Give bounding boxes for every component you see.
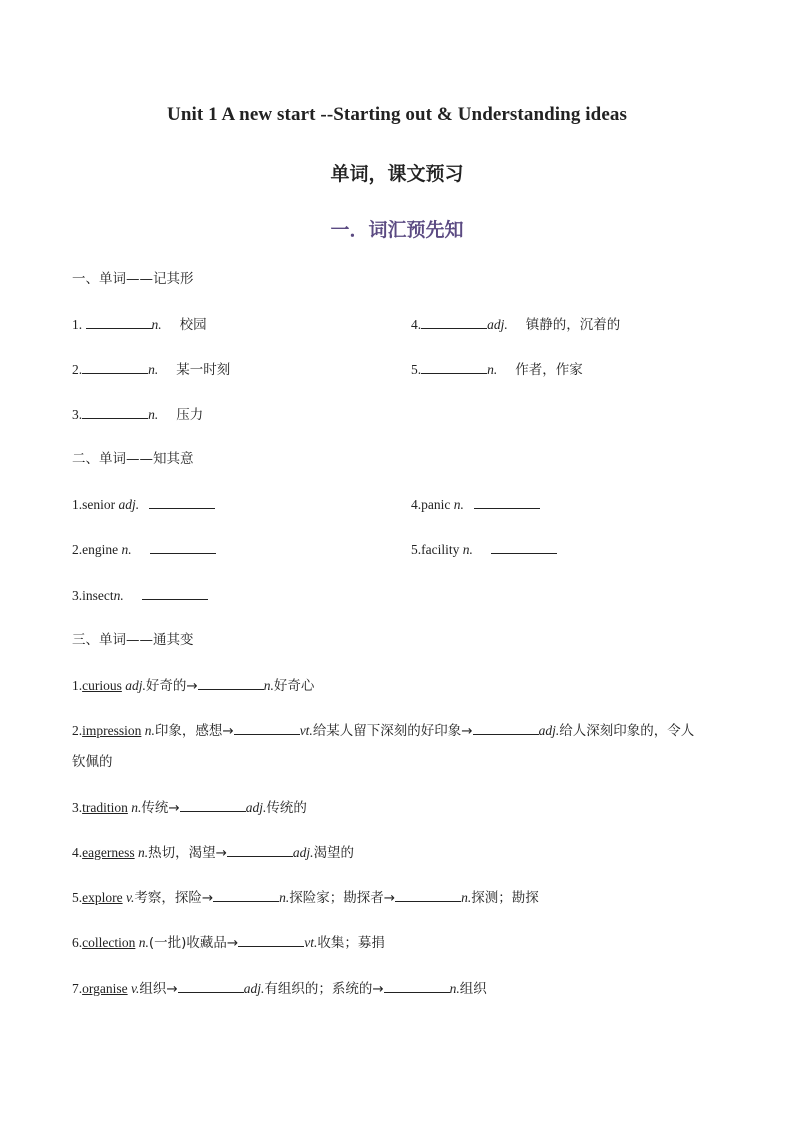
item-number: 7. — [72, 981, 83, 996]
part-of-speech: n. — [148, 362, 159, 377]
part3-item-1 — [72, 676, 314, 695]
part-of-speech: vt. — [299, 723, 313, 738]
meaning: 有组织的；系统的→ — [264, 981, 384, 997]
word: impression — [82, 723, 142, 738]
item-number: 1. — [72, 678, 83, 693]
part1-heading: 一、单词——记其形 — [72, 271, 194, 287]
part2-item-4 — [411, 495, 540, 514]
answer-blank[interactable] — [213, 888, 279, 902]
part-of-speech: n. — [461, 890, 472, 905]
word: collection — [82, 935, 136, 950]
word: explore — [82, 890, 123, 905]
meaning: 镇静的，沉着的 — [525, 317, 621, 333]
word: senior — [82, 497, 116, 512]
meaning: 传统的 — [266, 800, 307, 816]
part-of-speech: n. — [121, 542, 132, 557]
meaning: 作者，作家 — [515, 362, 583, 378]
part-of-speech: n. — [279, 890, 290, 905]
part-of-speech: v. — [131, 981, 140, 996]
word: panic — [421, 497, 451, 512]
word: facility — [421, 542, 460, 557]
answer-blank[interactable] — [473, 721, 539, 735]
meaning: 探测；勘探 — [471, 890, 539, 906]
meaning: 好奇的→ — [145, 678, 198, 694]
meaning: 某一时刻 — [176, 362, 231, 378]
answer-blank[interactable] — [474, 495, 540, 509]
item-number: 2. — [72, 362, 83, 377]
part-of-speech: n. — [137, 845, 149, 860]
part3-item-2 — [72, 721, 694, 740]
part-of-speech: n. — [144, 723, 155, 738]
answer-blank[interactable] — [198, 676, 264, 690]
answer-blank[interactable] — [82, 360, 148, 374]
meaning: 考察，探险→ — [134, 890, 214, 906]
answer-blank[interactable] — [178, 979, 244, 993]
part-of-speech: n. — [113, 588, 124, 603]
page-subtitle: 单词，课文预习 — [330, 163, 464, 185]
answer-blank[interactable] — [234, 721, 300, 735]
answer-blank[interactable] — [82, 405, 148, 419]
part1-item-3 — [72, 405, 203, 424]
item-number: 6. — [72, 935, 83, 950]
answer-blank[interactable] — [150, 540, 216, 554]
part-of-speech: adj. — [125, 678, 146, 693]
answer-blank[interactable] — [180, 798, 246, 812]
meaning: 渴望的 — [313, 845, 355, 861]
item-number: 3. — [72, 407, 83, 422]
answer-blank[interactable] — [491, 540, 557, 554]
part2-heading: 二、单词——知其意 — [72, 451, 194, 467]
part2-item-2 — [72, 540, 216, 559]
meaning: 给某人留下深刻的好印象→ — [312, 723, 473, 739]
meaning: 探险家；勘探者→ — [289, 890, 396, 906]
item-number: 1. — [72, 497, 83, 512]
part-of-speech: n. — [138, 935, 149, 950]
item-number: 4. — [411, 317, 422, 332]
meaning: 组织 — [459, 981, 487, 997]
item-number: 4. — [72, 845, 83, 860]
word: tradition — [82, 800, 128, 815]
section-title: 一．词汇预先知 — [330, 219, 464, 241]
part2-item-1 — [72, 495, 215, 514]
part-of-speech: n. — [151, 317, 162, 332]
answer-blank[interactable] — [142, 586, 208, 600]
part-of-speech: n. — [263, 678, 274, 693]
answer-blank[interactable] — [384, 979, 450, 993]
part3-heading: 三、单词——通其变 — [72, 632, 194, 648]
word: curious — [82, 678, 122, 693]
part3-item-4 — [72, 843, 354, 862]
meaning: 传统→ — [141, 800, 180, 816]
part-of-speech: adj. — [538, 723, 560, 738]
item-number: 2. — [72, 723, 83, 738]
meaning: 组织→ — [139, 981, 178, 997]
meaning: 热切，渴望→ — [148, 845, 227, 861]
item-number: 2. — [72, 542, 83, 557]
part-of-speech: adj. — [243, 981, 265, 996]
word: insect — [82, 588, 114, 603]
part1-item-1 — [72, 315, 207, 334]
word: organise — [82, 981, 128, 996]
part-of-speech: n. — [487, 362, 498, 377]
part1-item-4 — [411, 315, 620, 334]
part2-item-5 — [411, 540, 557, 559]
part2-item-3 — [72, 586, 208, 605]
item-number: 4. — [411, 497, 422, 512]
answer-blank[interactable] — [149, 495, 215, 509]
answer-blank[interactable] — [421, 315, 487, 329]
part-of-speech: adj. — [118, 497, 140, 512]
part-of-speech: n. — [449, 981, 460, 996]
part-of-speech: adj. — [292, 845, 314, 860]
part1-item-2 — [72, 360, 230, 379]
part3-item-6 — [72, 933, 385, 952]
meaning: 收集；募捐 — [317, 935, 385, 951]
part-of-speech: n. — [453, 497, 464, 512]
item-number: 5. — [411, 542, 422, 557]
unit-title: Unit 1 A new start --Starting out & Understanding ideas — [167, 104, 627, 125]
item-number: 3. — [72, 800, 83, 815]
part1-item-5 — [411, 360, 583, 379]
item-number: 3. — [72, 588, 83, 603]
item-number: 5. — [411, 362, 422, 377]
part-of-speech: v. — [125, 890, 135, 905]
item-number: 5. — [72, 890, 83, 905]
part-of-speech: n. — [148, 407, 159, 422]
part-of-speech: adj. — [487, 317, 508, 332]
answer-blank[interactable] — [421, 360, 487, 374]
part-of-speech: n. — [462, 542, 473, 557]
meaning: (一批)收藏品→ — [148, 935, 239, 951]
meaning: 印象，感想→ — [154, 723, 234, 739]
part-of-speech: adj. — [245, 800, 267, 815]
word: eagerness — [82, 845, 135, 860]
answer-blank[interactable] — [86, 315, 152, 329]
answer-blank[interactable] — [395, 888, 461, 902]
word: engine — [82, 542, 119, 557]
part3-item-3 — [72, 798, 307, 817]
meaning: 给人深刻印象的，令人 — [559, 723, 695, 739]
part3-item-5 — [72, 888, 539, 907]
meaning: 好奇心 — [273, 678, 315, 694]
part3-item-2-continuation: 钦佩的 — [72, 754, 113, 770]
meaning: 校园 — [179, 317, 207, 333]
answer-blank[interactable] — [227, 843, 293, 857]
item-number: 1. — [72, 317, 83, 332]
answer-blank[interactable] — [238, 933, 304, 947]
part3-item-7 — [72, 979, 487, 998]
meaning: 压力 — [176, 407, 204, 423]
part-of-speech: vt. — [304, 935, 318, 950]
part-of-speech: n. — [131, 800, 142, 815]
